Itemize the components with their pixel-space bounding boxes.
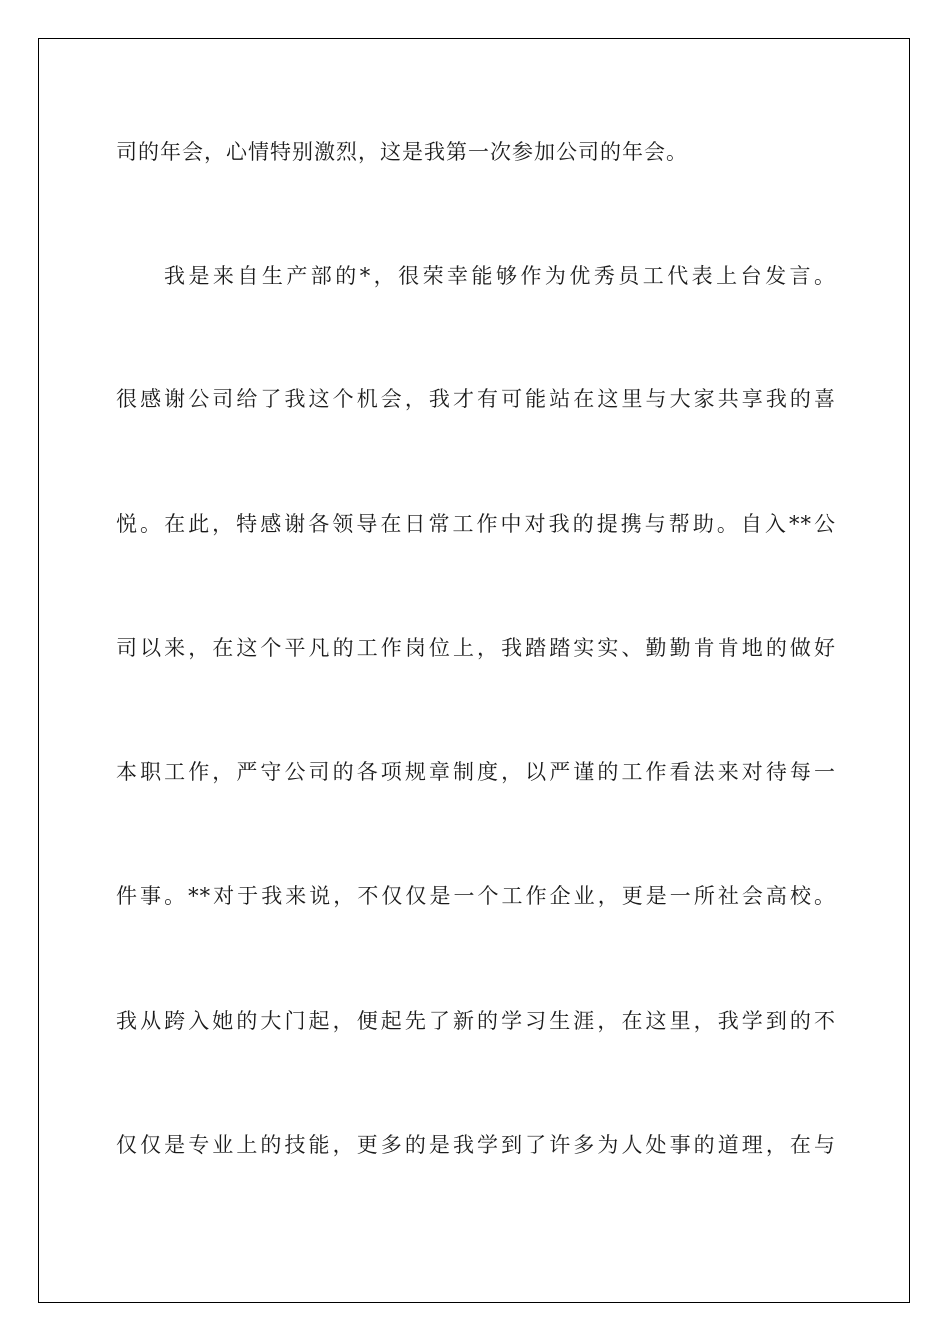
text-line-6: 本职工作，严守公司的各项规章制度，以严谨的工作看法来对待每一 <box>116 760 836 784</box>
page-border <box>38 38 910 1303</box>
text-line-7: 件事。**对于我来说，不仅仅是一个工作企业，更是一所社会高校。 <box>116 884 836 908</box>
text-line-8: 我从跨入她的大门起，便起先了新的学习生涯，在这里，我学到的不 <box>116 1009 836 1033</box>
text-line-2: 我是来自生产部的*，很荣幸能够作为优秀员工代表上台发言。 <box>164 264 836 288</box>
text-line-4: 悦。在此，特感谢各领导在日常工作中对我的提携与帮助。自入**公 <box>116 512 836 536</box>
text-line-5: 司以来，在这个平凡的工作岗位上，我踏踏实实、勤勤肯肯地的做好 <box>116 636 836 660</box>
text-line-9: 仅仅是专业上的技能，更多的是我学到了许多为人处事的道理，在与 <box>116 1133 836 1157</box>
text-line-3: 很感谢公司给了我这个机会，我才有可能站在这里与大家共享我的喜 <box>116 387 836 411</box>
text-line-1: 司的年会，心情特别激烈，这是我第一次参加公司的年会。 <box>116 140 688 164</box>
